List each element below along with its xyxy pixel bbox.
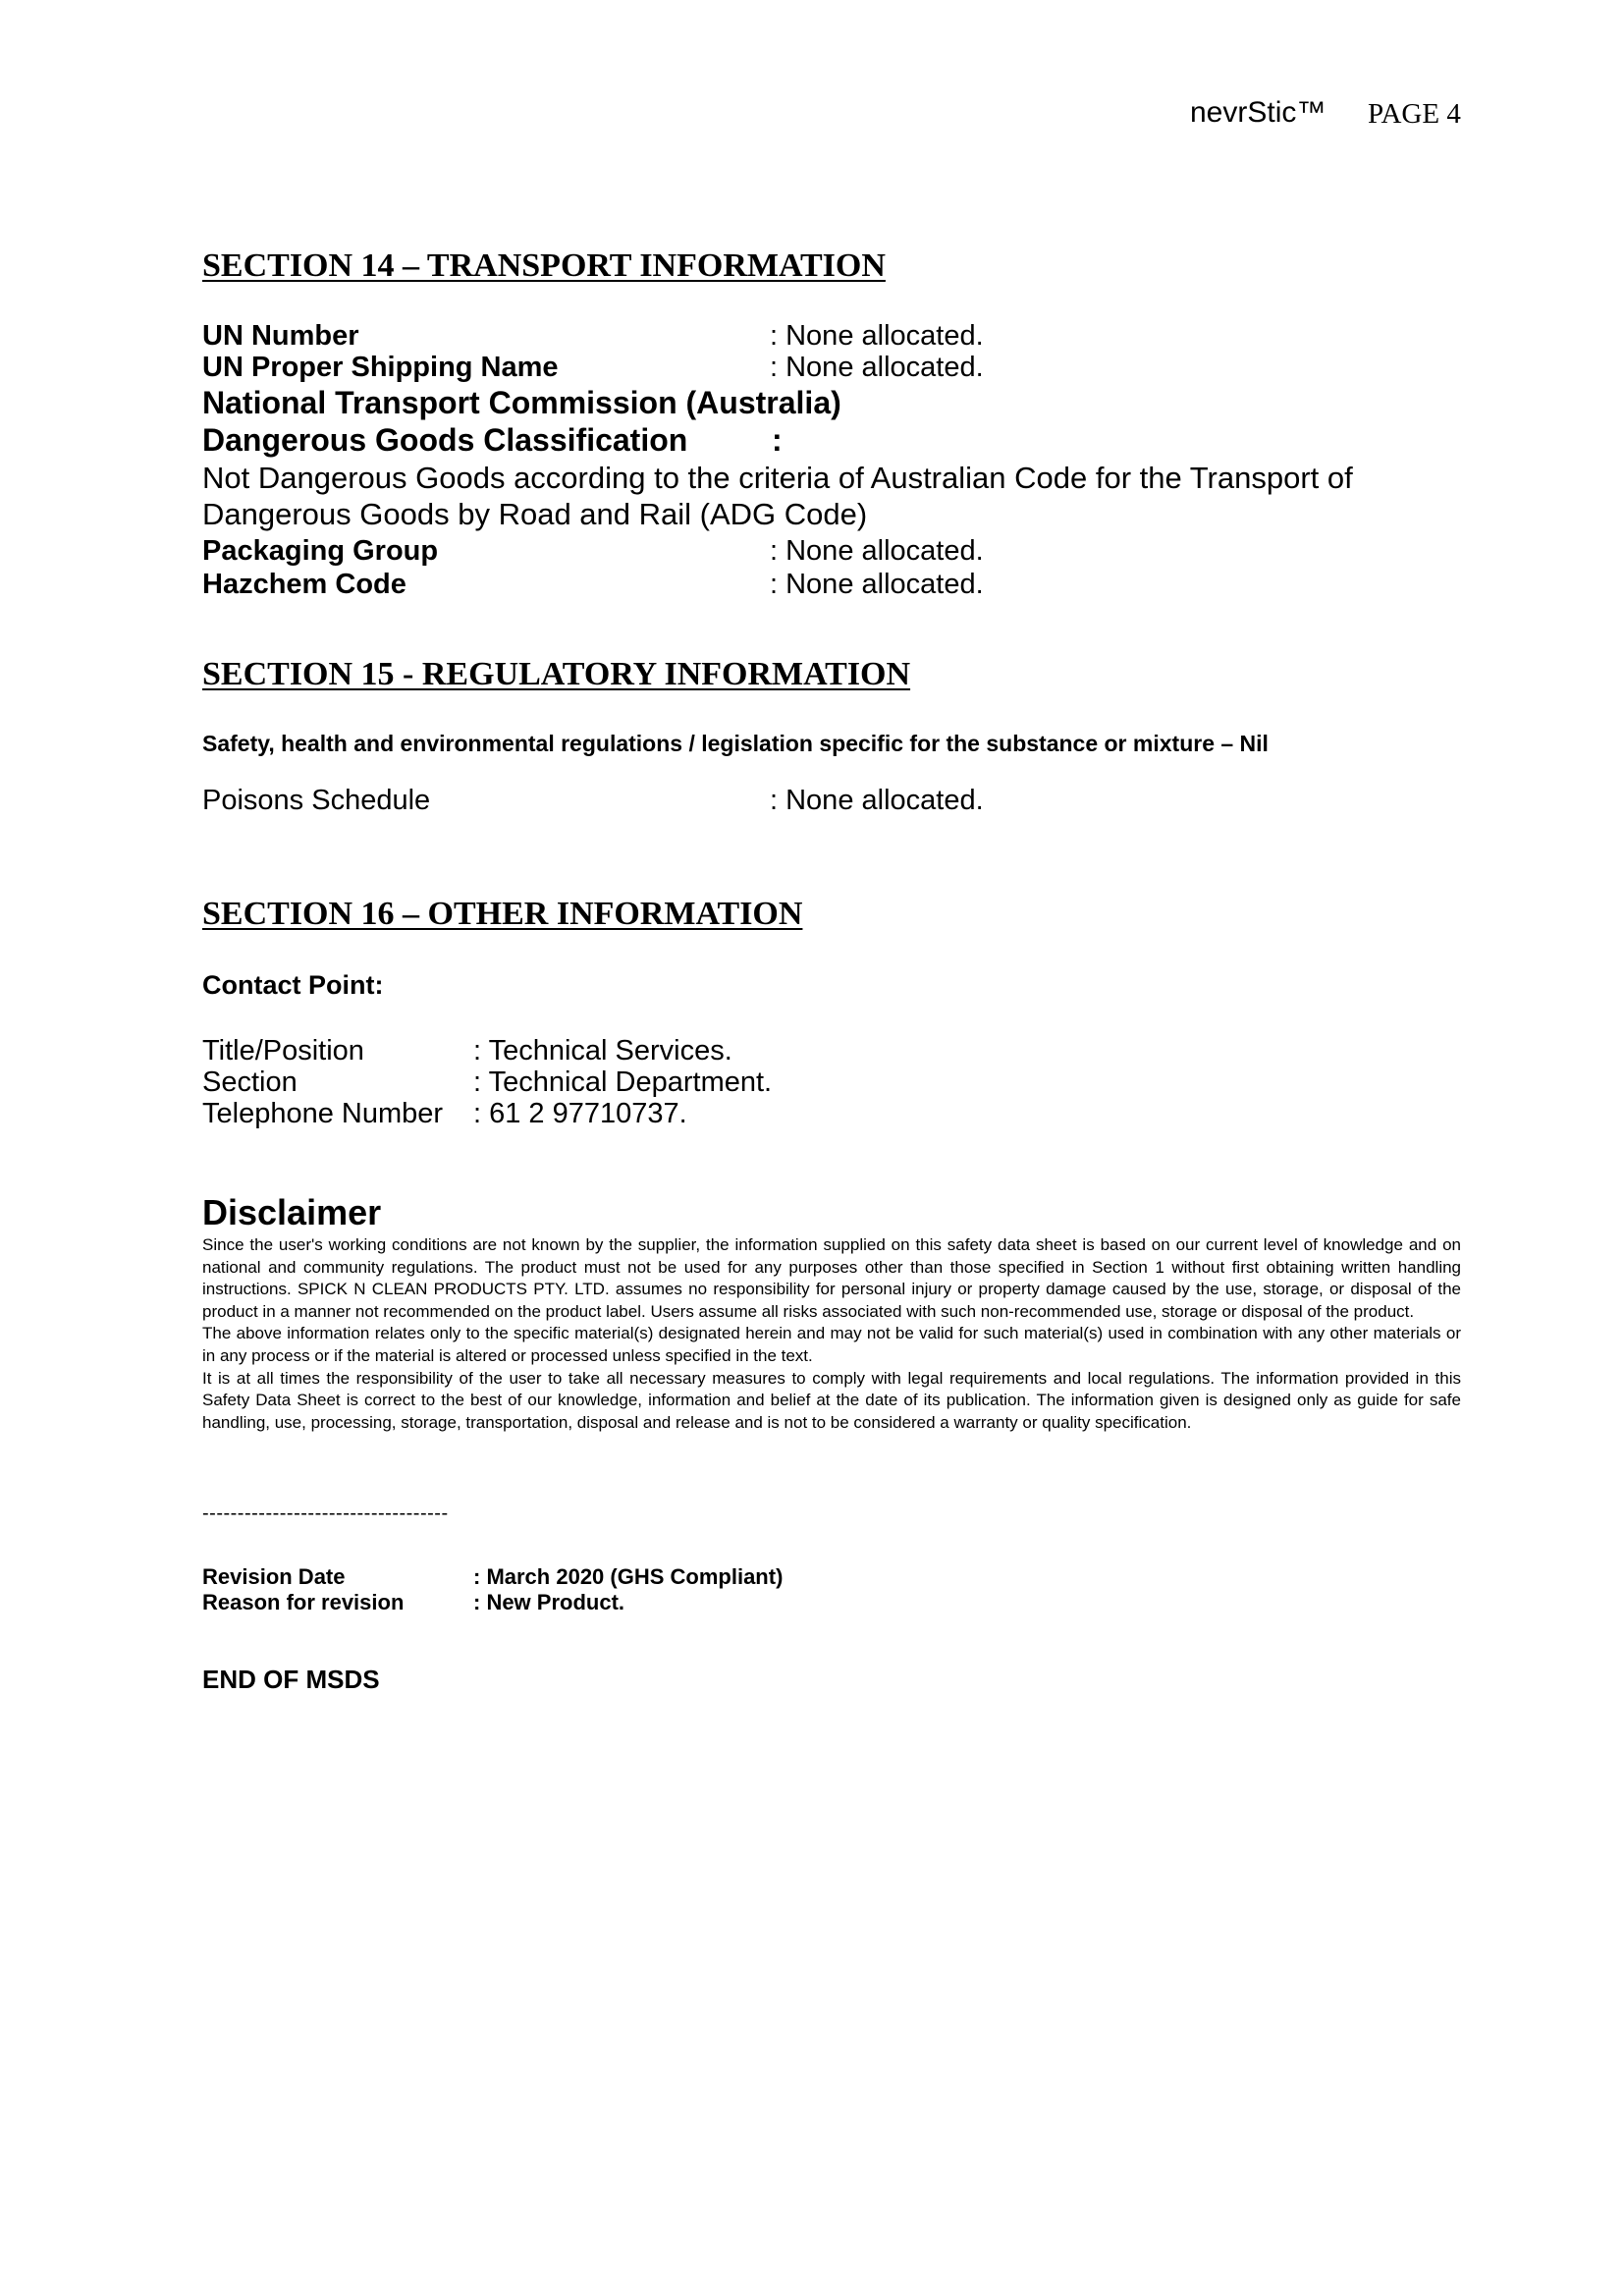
disclaimer-paragraph-1: Since the user's working conditions are not known by the supplier, the information supplied on this safety data sheet is based on our current level of knowledge and on national and community regulations. The product must not be used for any purposes other than those specified in Section 1 without first obtaining written handling instructions. SPICK N CLEAN PRODUCTS PTY. LTD. assumes no responsibility for personal injury or property damage caused by the use, storage, or disposal of the product in a manner not recommended on the product label. Users assume all risks associated with such non-recommended use, storage or disposal of the product.: [202, 1235, 1461, 1321]
revision-reason-value: : New Product.: [473, 1590, 625, 1614]
disclaimer-body: [202, 1234, 1461, 1434]
disclaimer-heading: Disclaimer: [202, 1192, 382, 1232]
regulations-text: Safety, health and environmental regulations / legislation specific for the substance or mixture – Nil: [202, 731, 1269, 756]
separator-line: -----------------------------------: [202, 1503, 449, 1524]
telephone-label: Telephone Number: [202, 1098, 444, 1129]
title-position-value: : Technical Services.: [473, 1035, 732, 1066]
un-number-value: : None allocated.: [770, 320, 984, 352]
section-label: Section: [202, 1066, 298, 1098]
hazchem-code-value: : None allocated.: [770, 569, 984, 600]
dg-classification-label: Dangerous Goods Classification: [202, 422, 688, 458]
poisons-schedule-label: Poisons Schedule: [202, 785, 431, 816]
telephone-value: : 61 2 97710737.: [473, 1098, 687, 1129]
section-14-title: SECTION 14 – TRANSPORT INFORMATION: [202, 247, 886, 284]
section-16-title: SECTION 16 – OTHER INFORMATION: [202, 896, 803, 932]
revision-reason-label: Reason for revision: [202, 1590, 405, 1614]
un-number-label: UN Number: [202, 320, 359, 352]
contact-point-heading: Contact Point:: [202, 970, 384, 1000]
section-15-title: SECTION 15 - REGULATORY INFORMATION: [202, 656, 911, 692]
packaging-group-label: Packaging Group: [202, 535, 439, 567]
poisons-schedule-value: : None allocated.: [770, 785, 984, 816]
end-of-msds: END OF MSDS: [202, 1665, 380, 1694]
section-value: : Technical Department.: [473, 1066, 773, 1098]
page-number: PAGE 4: [1368, 98, 1461, 130]
hazchem-code-label: Hazchem Code: [202, 569, 406, 600]
revision-date-label: Revision Date: [202, 1564, 346, 1589]
disclaimer-paragraph-3: It is at all times the responsibility of the user to take all necessary measures to comply with legal requirements and local regulations. The information provided in this Safety Data Sheet is correct to the best of our knowledge, information and belief at the date of its publication. The information given is designed only as guide for safe handling, use, processing, storage, transportation, disposal and release and is not to be considered a warranty or quality specification.: [202, 1368, 1461, 1432]
shipping-name-label: UN Proper Shipping Name: [202, 352, 559, 383]
dg-text-line-2: Dangerous Goods by Road and Rail (ADG Code): [202, 497, 868, 531]
revision-date-value: : March 2020 (GHS Compliant): [473, 1564, 784, 1589]
packaging-group-value: : None allocated.: [770, 535, 984, 567]
dg-classification-text: [202, 460, 1459, 532]
dg-text-line-1: Not Dangerous Goods according to the criteria of Australian Code for the Transport of: [202, 461, 1353, 495]
product-name: nevrStic™: [1190, 96, 1326, 129]
dg-classification-colon: :: [772, 422, 783, 458]
disclaimer-paragraph-2: The above information relates only to the specific material(s) designated herein and may not be valid for such material(s) used in combination with any other materials or in any process or if the material is altered or processed unless specified in the text.: [202, 1324, 1461, 1365]
shipping-name-value: : None allocated.: [770, 352, 984, 383]
ntc-label: National Transport Commission (Australia): [202, 385, 841, 420]
title-position-label: Title/Position: [202, 1035, 364, 1066]
